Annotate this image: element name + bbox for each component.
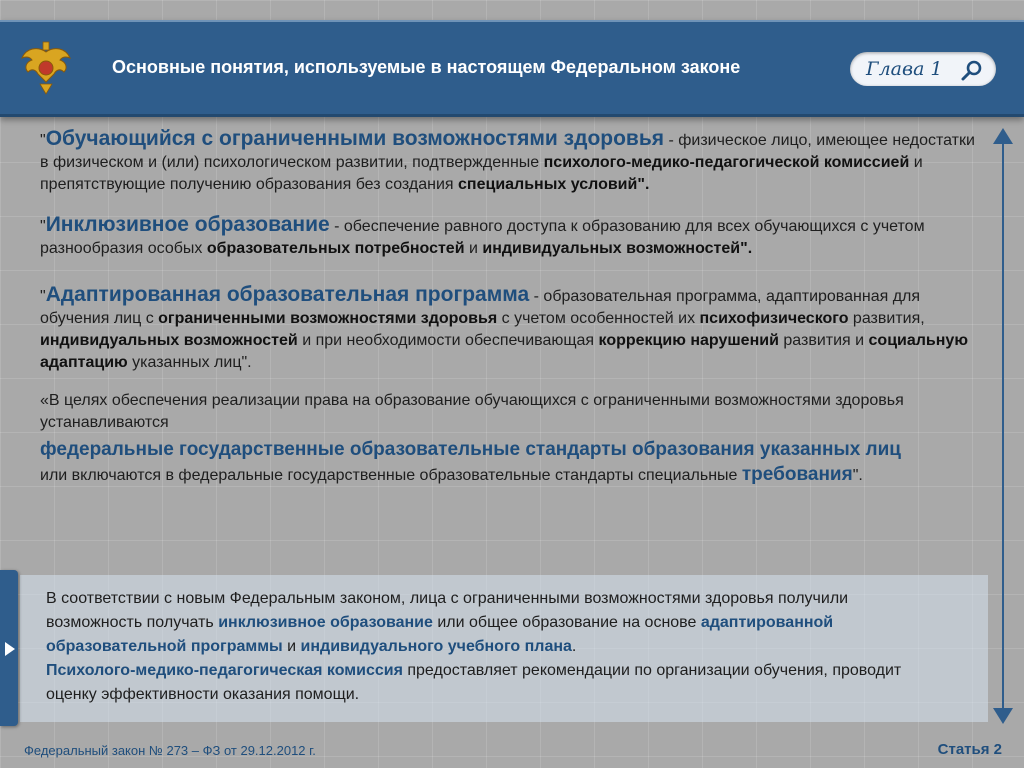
chapter-label: Глава 1 — [866, 58, 943, 80]
main-content — [40, 128, 980, 487]
highlight-text: индивидуального учебного плана — [300, 638, 572, 655]
side-expand-tab[interactable] — [0, 570, 18, 726]
text: или общее образование на основе — [432, 614, 701, 631]
highlight-text: адаптированной образовательной программы — [46, 614, 834, 655]
definition-adapted-program — [40, 284, 980, 374]
definition-inclusive-education — [40, 214, 980, 260]
text: или включаются в федеральные государственные образовательные стандарты специальные — [40, 467, 742, 484]
coat-of-arms-icon — [16, 38, 76, 98]
play-arrow-icon[interactable] — [5, 642, 15, 656]
bold-text: ограниченными возможностями здоровья — [158, 310, 498, 327]
bold-text: индивидуальных возможностей". — [482, 240, 753, 257]
quote-mark: " — [40, 218, 46, 235]
summary-text — [46, 587, 946, 707]
page-title: Основные понятия, используемые в настоящем Федеральном законе — [112, 57, 741, 77]
text: - обеспечение равного доступа к образованию для всех обучающихся с учетом разнообразия особых — [40, 218, 925, 257]
quote-mark: " — [40, 132, 46, 149]
bold-text: социальную адаптацию — [40, 332, 968, 371]
bold-text: психолого-медико-педагогической комиссией — [543, 154, 910, 171]
term-adapted-program: Адаптированная образовательная программа — [45, 283, 530, 306]
quote-mark: " — [40, 288, 46, 305]
bold-text: индивидуальных возможностей — [40, 332, 298, 349]
text: - физическое лицо, имеющее недостатки в физическом и (или) психологическом развитии, подтвержденные — [40, 132, 975, 171]
text: В соответствии с новым Федеральным законом, лица с ограниченными возможностями здоровья получили возможность получать — [46, 590, 849, 631]
text: ". — [852, 467, 863, 484]
header-bar — [0, 20, 1024, 117]
scroll-track[interactable] — [1002, 142, 1004, 710]
standards-highlight: федеральные государственные образовательные стандарты образования указанных лиц — [40, 439, 901, 460]
bold-text: психофизического — [699, 310, 849, 327]
text: и — [464, 240, 483, 257]
text: с учетом особенностей их — [497, 310, 700, 327]
scroll-down-arrow-icon[interactable] — [993, 708, 1013, 724]
definition-student-hia — [40, 128, 980, 196]
term-student-hia: Обучающийся с ограниченными возможностями здоровья — [45, 127, 664, 150]
text: . — [571, 638, 577, 655]
bold-text: коррекцию нарушений — [598, 332, 779, 349]
text: указанных лиц". — [127, 354, 252, 371]
text: развития, — [848, 310, 925, 327]
text: и препятствующие получению образования без создания — [40, 154, 923, 193]
chapter-search-box[interactable] — [850, 52, 996, 86]
standards-requirements — [40, 464, 980, 487]
highlight-text: инклюзивное образование — [218, 614, 433, 631]
highlight-text: требования — [741, 464, 853, 485]
summary-box — [20, 575, 988, 722]
scrollbar[interactable] — [993, 128, 1013, 724]
text: развития и — [778, 332, 869, 349]
footer-article: Статья 2 — [937, 741, 1002, 758]
standards-intro: «В целях обеспечения реализации права на образование обучающихся с ограниченными возможностями здоровья устанавливаются — [40, 392, 904, 431]
text: и при необходимости обеспечивающая — [297, 332, 599, 349]
text: предоставляет рекомендации по организации обучения, проводит оценку эффективности оказания помощи. — [46, 662, 902, 703]
standards-block — [40, 390, 980, 487]
footer-law-reference: Федеральный закон № 273 – ФЗ от 29.12.2012 г. — [24, 743, 316, 758]
bold-text: образовательных потребностей — [206, 240, 465, 257]
text: - образовательная программа, адаптированная для обучения лиц с — [40, 288, 921, 327]
term-inclusive-education: Инклюзивное образование — [45, 213, 330, 236]
text: и — [282, 638, 301, 655]
search-icon[interactable] — [960, 58, 984, 82]
highlight-text: Психолого-медико-педагогическая комиссия — [46, 662, 403, 679]
bold-text: специальных условий". — [458, 176, 650, 193]
